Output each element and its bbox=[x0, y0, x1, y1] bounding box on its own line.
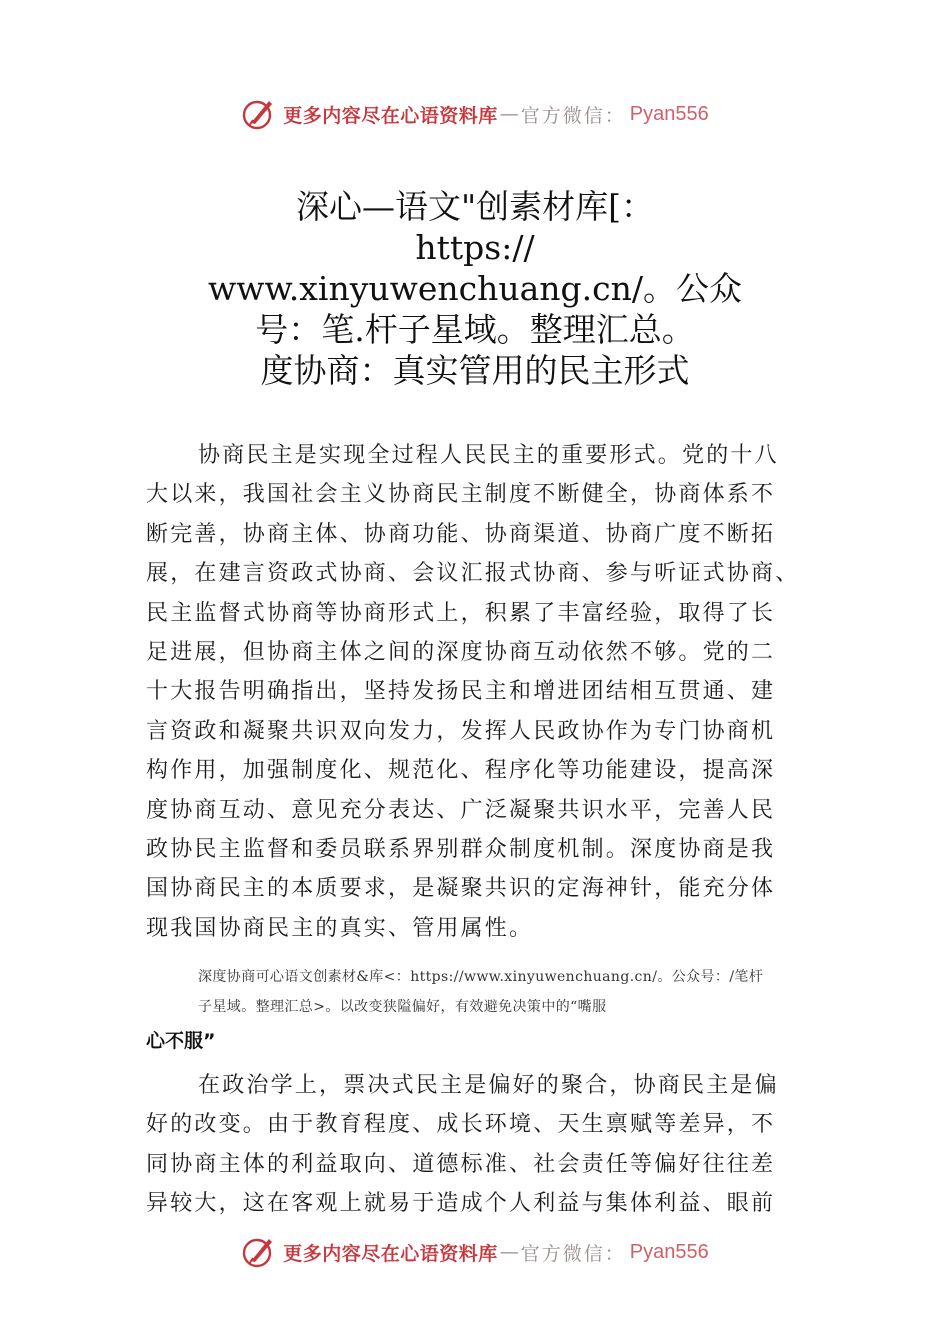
header-banner bbox=[0, 94, 950, 134]
text-line: 构作用，加强制度化、规范化、程序化等功能建设，提高深 bbox=[146, 758, 776, 784]
note-line: 深度协商可心语文创素材&库<：https://www.xinyuwenchuang.cn/。公众号：/笔杆 bbox=[198, 969, 764, 985]
text-line: 大以来，我国社会主义协商民主制度不断健全，协商体系不 bbox=[146, 482, 776, 508]
text-line: 在政治学上，票决式民主是偏好的聚合，协商民主是偏 bbox=[198, 1073, 779, 1098]
title-line: 深心—语文"创素材库[： bbox=[295, 187, 655, 226]
text-line: 断完善，协商主体、协商功能、协商渠道、协商广度不断拓 bbox=[146, 521, 776, 547]
text-line: 国协商民主的本质要求，是凝聚共识的定海神针，能充分体 bbox=[146, 876, 776, 902]
title-line: www.xinyuwenchuang.cn/。公众 bbox=[207, 269, 743, 308]
text-line: 政协民主监督和委员联系界别群众制度机制。深度协商是我 bbox=[146, 837, 776, 863]
paragraph-1 bbox=[146, 436, 810, 948]
text-line: 足进展，但协商主体之间的深度协商互动依然不够。党的二 bbox=[146, 640, 776, 666]
text-line: 协商民主是实现全过程人民民主的重要形式。党的十八 bbox=[198, 443, 779, 468]
paragraph-2 bbox=[146, 1066, 810, 1224]
text-line: 民主监督式协商等协商形式上，积累了丰富经验，取得了长 bbox=[146, 600, 776, 626]
banner-wechat-id: Pyan556 bbox=[629, 1240, 709, 1263]
text-line: 现我国协商民主的真实、管用属性。 bbox=[146, 915, 534, 941]
source-note bbox=[198, 962, 848, 1022]
banner-brand-text: 更多内容尽在心语资料库 bbox=[283, 104, 498, 127]
banner-separator: — bbox=[499, 1241, 519, 1263]
text-line: 同协商主体的利益取向、道德标准、社会责任等偏好往往差 bbox=[146, 1151, 776, 1177]
banner-separator: — bbox=[499, 103, 519, 125]
document-title bbox=[150, 186, 800, 391]
text-line: 度协商互动、意见充分表达、广泛凝聚共识水平，完善人民 bbox=[146, 797, 776, 823]
text-line: 言资政和凝聚共识双向发力，发挥人民政协作为专门协商机 bbox=[146, 718, 776, 744]
note-line: 子星域。整理汇总>。以改变狭隘偏好，有效避免决策中的“嘴服 bbox=[198, 999, 607, 1015]
banner-wechat-label: 官方微信： bbox=[520, 1242, 626, 1265]
text-line: 异较大，这在客观上就易于造成个人利益与集体利益、眼前 bbox=[146, 1191, 776, 1217]
quill-pen-logo-icon bbox=[241, 96, 277, 132]
banner-brand-text: 更多内容尽在心语资料库 bbox=[283, 1242, 498, 1265]
title-line: 度协商：真实管用的民主形式 bbox=[260, 351, 690, 390]
title-line: 号：笔.杆子星域。整理汇总。 bbox=[255, 310, 695, 349]
footer-banner bbox=[0, 1232, 950, 1272]
text-line: 十大报告明确指出，坚持发扬民主和增进团结相互贯通、建 bbox=[146, 679, 776, 705]
text-line: 好的改变。由于教育程度、成长环境、天生禀赋等差异，不 bbox=[146, 1112, 776, 1138]
banner-wechat-id: Pyan556 bbox=[629, 102, 709, 125]
quill-pen-logo-icon bbox=[241, 1234, 277, 1270]
section-heading: 心不服” bbox=[146, 1030, 216, 1052]
title-line: https:// bbox=[415, 228, 535, 267]
banner-wechat-label: 官方微信： bbox=[520, 104, 626, 127]
text-line: 展，在建言资政式协商、会议汇报式协商、参与听证式协商、 bbox=[146, 561, 800, 587]
